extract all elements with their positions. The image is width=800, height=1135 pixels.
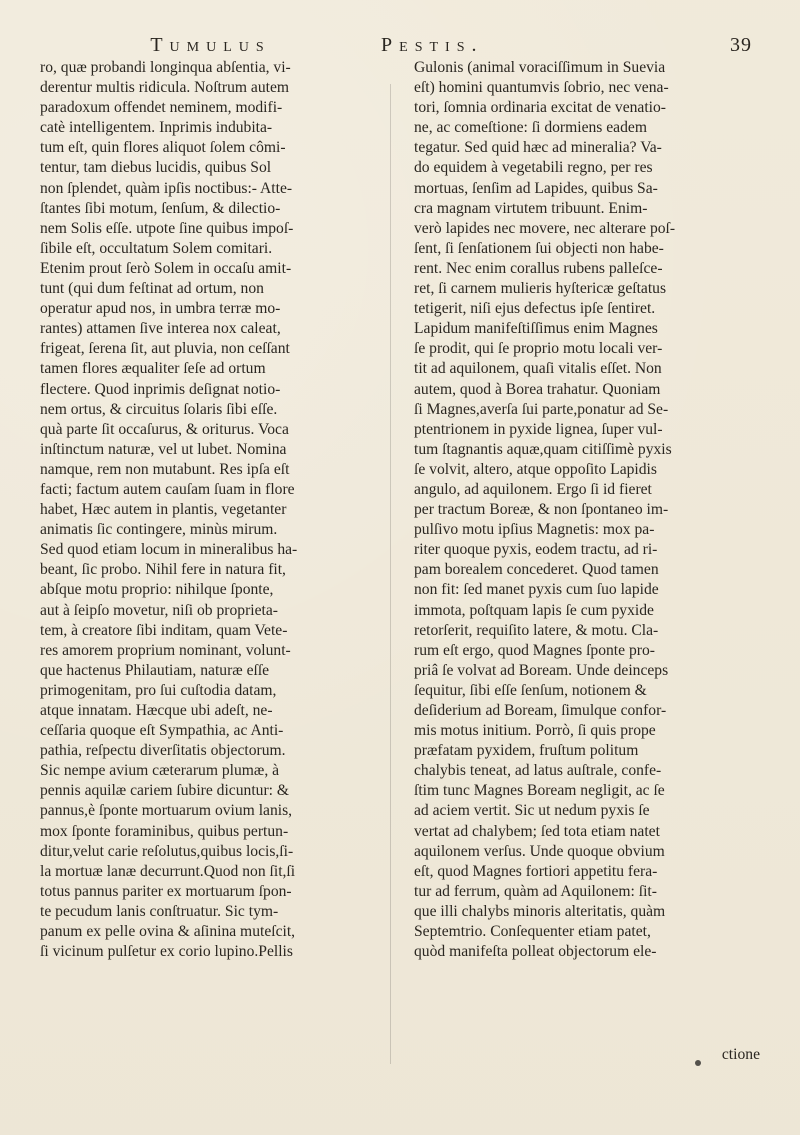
left_column-line: mox ſponte foraminibus, quibus pertun- <box>40 822 289 840</box>
right_column-line: tur ad ferrum, quàm ad Aquilonem: ſit- <box>414 882 657 900</box>
catchword: ctione <box>721 1046 760 1063</box>
left_column-line: primogenitam, pro ſui cuſtodia datam, <box>40 681 277 699</box>
left_column-line: catè intelligentem. Inprimis indubita- <box>40 119 273 137</box>
left_column-line: quà parte ſit occaſurus, & oriturus. Voca <box>40 420 289 438</box>
left_column-line: tem, à creatore ſibi inditam, quam Vete- <box>40 621 288 639</box>
left_column-line: panum ex pelle ovina & aſinina muteſcit, <box>40 923 296 941</box>
right_column-line: aquilonem verſus. Unde quoque obvium <box>414 842 665 860</box>
left_column-line: facti; factum autem cauſam ſuam in flore <box>40 480 295 498</box>
right_column-line: ſequitur, ſibi eſſe ſenſum, notionem & <box>414 681 647 699</box>
right_column-line: priâ ſe volvat ad Boream. Unde deinceps <box>414 661 669 679</box>
left_column-line: paradoxum offendet neminem, modifi- <box>40 99 283 117</box>
left_column-line: ro, quæ probandi longinqua abſentia, vi- <box>40 59 291 76</box>
right_column-line: tegatur. Sed quid hæc ad mineralia? Va- <box>414 139 662 157</box>
right_column-line: eſt, quod Magnes fortiori appetitu fera- <box>414 862 658 880</box>
right_column-line: do equidem à vegetabili regno, per res <box>414 159 653 177</box>
left_column-line: operatur apud nos, in umbra terræ mo- <box>40 300 281 318</box>
running-head-left: Tumulus <box>150 34 271 56</box>
right-column <box>414 58 760 1068</box>
right_column-line: mis motus initium. Porrò, ſi quis prope <box>414 722 656 740</box>
right_column-line: tetigerit, niſi ejus defectus ipſe ſentiret. <box>414 300 656 318</box>
left_column-line: aut à ſeipſo movetur, niſi ob proprieta- <box>40 601 278 619</box>
left-column <box>40 58 386 1068</box>
right_column-line: pam borealem concederet. Quod tamen <box>414 561 659 579</box>
left_column-line: Sed quod etiam locum in mineralibus ha- <box>40 541 298 559</box>
right_column-line: angulo, ad aquilonem. Ergo ſi id fieret <box>414 480 652 498</box>
left_column-line: tum eſt, quin flores aliquot ſolem cômi- <box>40 139 286 157</box>
left_column-line: ceſſaria quoque eſt Sympathia, ac Anti- <box>40 722 284 740</box>
right_column-line: non fit: ſed manet pyxis cum ſuo lapide <box>414 581 659 599</box>
page-number: 39 <box>730 34 752 56</box>
left_column-line: ditur,velut carie reſolutus,quibus locis,ſi- <box>40 842 294 860</box>
left_column-line: Etenim prout ſerò Solem in occaſu amit- <box>40 259 292 277</box>
right_column-line: Lapidum manifeſtiſſimus enim Magnes <box>414 320 658 338</box>
right_column-line: retorſerit, requiſito latere, & motu. Cla- <box>414 621 659 639</box>
right_column-line: ſent, ſi ſenſationem ſui objecti non habe- <box>414 239 664 257</box>
right_column-line: ſe prodit, qui ſe proprio motu locali ver- <box>414 340 663 358</box>
text-columns <box>40 58 760 1068</box>
right_column-line: vertat ad chalybem; ſed tota etiam natet <box>414 822 660 840</box>
left_column-line: que hactenus Philautiam, naturæ eſſe <box>40 661 270 679</box>
right_column-line: eſt) homini quantumvis ſobrio, nec vena- <box>414 79 669 97</box>
right_column-line: cra magnam virtutem tribuunt. Enim- <box>414 199 648 217</box>
left_column-line: ſtantes ſibi motum, ſenſum, & dilectio- <box>40 199 281 217</box>
right_column-line: Gulonis (animal voraciſſimum in Suevia <box>414 59 666 76</box>
left_column-line: namque, rem non mutabunt. Res ipſa eſt <box>40 460 290 478</box>
left_column-line: non ſplendet, quàm ipſis noctibus:- Atte- <box>40 179 293 197</box>
left_column-line: pathia, reſpectu diverſitatis objectorum. <box>40 742 286 760</box>
right_column-line: ſi Magnes,averſa ſui parte,ponatur ad Se- <box>414 400 669 418</box>
left_column-line: ſibile eſt, occultatum Solem comitari. <box>40 239 273 257</box>
right_column-line: ptentrionem in pyxide lignea, ſuper vul- <box>414 420 663 438</box>
right_column-line: tum ſtagnantis aquæ,quam citiſſimè pyxis <box>414 440 672 458</box>
left_column-line: beant, ſic probo. Nihil fere in natura fit, <box>40 561 286 579</box>
left_column-line: nem ortus, & circuitus ſolaris ſibi eſſe. <box>40 400 278 418</box>
running-head-right-word: Pestis. <box>381 34 484 56</box>
left_column-line: pennis aquilæ cariem ſubire dicuntur: & <box>40 782 290 800</box>
left_column-line: tamen flores æqualiter ſeſe ad ortum <box>40 360 266 378</box>
right_column-line: ad aciem vertit. Sic ut nedum pyxis ſe <box>414 802 650 820</box>
right_column-line: rum eſt ergo, quod Magnes ſponte pro- <box>414 641 655 659</box>
right_column-line: per tractum Boreæ, & non ſpontaneo im- <box>414 501 669 519</box>
right_column-line: quòd manifeſta polleat objectorum ele- <box>414 943 657 961</box>
left_column-line: abſque motu proprio: nihilque ſponte, <box>40 581 274 599</box>
left_column-line: Sic nempe avium cæterarum plumæ, à <box>40 762 280 780</box>
right_column-line: Septemtrio. Conſequenter etiam patet, <box>414 923 651 941</box>
right_column-line: rent. Nec enim corallus rubens palleſce- <box>414 259 663 277</box>
right_column-line: verò lapides nec movere, nec alterare poſ- <box>414 219 676 237</box>
right_column-line: tori, ſomnia ordinaria excitat de venatio- <box>414 99 667 117</box>
right_column-line: ret, ſi carnem mulieris hyſtericæ geſtatus <box>414 280 667 298</box>
right_column-line: immota, poſtquam lapis ſe cum pyxide <box>414 601 654 619</box>
left_column-line: habet, Hæc autem in plantis, vegetanter <box>40 501 287 519</box>
left_column-line: totus pannus pariter ex mortuarum ſpon- <box>40 882 292 900</box>
left_column-line: derentur multis ridicula. Noſtrum autem <box>40 79 290 97</box>
left_column-line: rantes) attamen ſive interea nox caleat, <box>40 320 281 338</box>
right_column-line: autem, quod à Borea trahatur. Quoniam <box>414 380 661 398</box>
left_column-line: la mortuæ lanæ decurrunt.Quod non ſit,ſi <box>40 862 296 880</box>
left_column-line: te pecudum lanis conſtruatur. Sic tym- <box>40 902 279 920</box>
left_column-line: tunt (qui dum feſtinat ad ortum, non <box>40 280 264 298</box>
left_column-line: animatis ſic contingere, minùs mirum. <box>40 521 278 539</box>
left_column-line: frigeat, ſerena ſit, aut pluvia, non ceſſant <box>40 340 290 358</box>
right_column-line: ſe volvit, altero, atque oppoſito Lapidis <box>414 460 657 478</box>
left_column-line: inſtinctum naturæ, vel ut lubet. Nomina <box>40 440 287 458</box>
left_column-line: atque innatam. Hæcque ubi adeſt, ne- <box>40 702 273 719</box>
right_column-line: tit ad aquilonem, quaſi vitalis eſſet. Non <box>414 360 662 378</box>
left_column-line: tentur, tam diebus lucidis, quibus Sol <box>40 159 272 177</box>
right_column-line: pulſivo motu ipſius Magnetis: mox pa- <box>414 521 655 539</box>
right_column-line: ſtim tunc Magnes Boream negligit, ac ſe <box>414 782 665 800</box>
running-head-right <box>381 34 760 57</box>
left_column-line: ſi vicinum pulſetur ex corio lupino.Pellis <box>40 943 293 961</box>
right_column-line: que illi chalybs minoris alteritatis, quàm <box>414 902 666 920</box>
right_column-line: riter quoque pyxis, eodem tractu, ad ri- <box>414 541 658 559</box>
right_column-line: deſiderium ad Boream, ſimulque confor- <box>414 702 667 719</box>
left_column-line: res amorem proprium nominant, volunt- <box>40 641 291 659</box>
left_column-line: flectere. Quod inprimis deſignat notio- <box>40 380 281 398</box>
right_column-line: præfatam pyxidem, fruſtum politum <box>414 742 639 760</box>
right_column-line: mortuas, ſenſim ad Lapides, quibus Sa- <box>414 179 658 197</box>
right_column-line: chalybis teneat, ad latus auſtrale, confe- <box>414 762 662 780</box>
left_column-line: pannus,è ſponte mortuarum ovium lanis, <box>40 802 293 820</box>
ink-mark <box>695 1060 701 1066</box>
right_column-line: ne, ac comeſtione: ſi dormiens eadem <box>414 119 647 137</box>
left_column-line: nem Solis eſſe. utpote ſine quibus impoſ- <box>40 219 294 237</box>
